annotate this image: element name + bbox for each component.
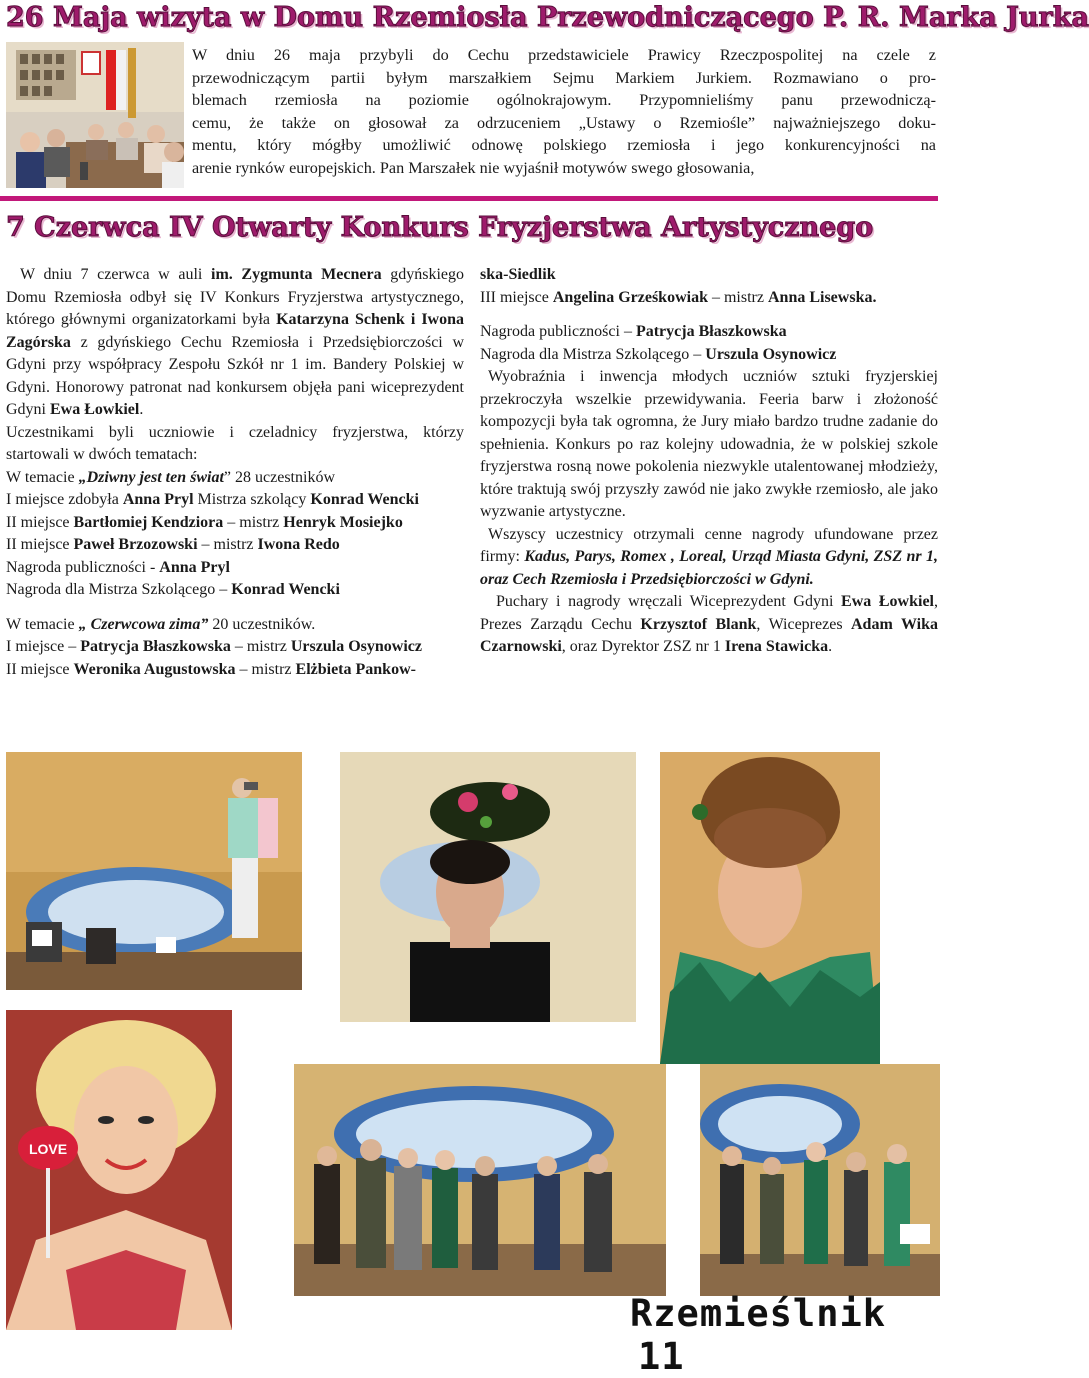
section1-line: W dniu 26 maja przybyli do Cechu przedstawiciele Prawicy Rzeczpospolitej na czele z	[192, 46, 936, 64]
flower-hairstyle-photo	[340, 752, 636, 1022]
intro-paragraph: W dniu 7 czerwca w auli im. Zygmunta Mecnera gdyńskiego Domu Rzemiosła odbył się IV Konkurs Fryzjerstwa artystycznego, którego głównymi organizatorkami była Katarzyna Schenk i Iwona Zagórska z gdyńskiego Cechu Rzemiosła i Przedsiębiorczości w Gdyni przy współpracy Zespołu Szkół nr 1 im. Bandery Polskiej w Gdyni. Honorowy patronat nad konkursem objęła pani wiceprezydent Gdyni Ewa Łowkiel.	[6, 266, 464, 418]
result-line: Nagroda dla Mistrza Szkolącego – Urszula Osynowicz	[480, 345, 837, 363]
magazine-name: Rzemieślnik	[630, 1292, 887, 1335]
section1-line: mentu, który mógłby umożliwić odnowę polskiego rzemiosła i jego konkurencyjności na	[192, 136, 936, 154]
result-line: Nagroda dla Mistrza Szkolącego – Konrad Wencki	[6, 581, 340, 598]
green-hairstyle-photo	[660, 752, 880, 1064]
page-number: 11	[638, 1335, 685, 1378]
section1-line: przewodniczącym partii byłym marszałkiem Sejmu Markiem Jurkiem. Rozmawiano o pro-	[192, 68, 936, 87]
section1-line: cemu, że także on głosował za odrzuceniem „Ustawy o Rzemiośle” najważniejszego doku-	[192, 113, 936, 132]
imagination-paragraph: Wyobraźnia i inwencja młodych uczniów sztuki fryzjerskiej przekroczyła wszelkie przewidywania. Feeria barw i złożoność kompozycji była tak ogromna, że Jury miało bardzo trudne zadanie do spełnienia. Konkurs po raz kolejny udowadnia, że w polskiej szkole fryzjerstwa rosną nowe pokolenia niezwykle utalentowanej młodzieży, które traktują swój przyszły zawód nie jako zwykłe rzemiosło, ale jako wyzwanie artystyczne.	[480, 368, 938, 520]
result-line: Nagroda publiczności – Patrycja Błaszkowska	[480, 323, 787, 340]
section2-headline: 7 Czerwca IV Otwarty Konkurs Fryzjerstwa Artystycznego	[6, 212, 874, 243]
section1-text	[192, 44, 936, 179]
theme1-line: W temacie „Dziwny jest ten świat” 28 uczestników	[6, 468, 335, 486]
section-divider	[0, 196, 938, 201]
result-line: II miejsce Bartłomiej Kendziora – mistrz Henryk Mosiejko	[6, 513, 403, 531]
right-column	[480, 264, 938, 659]
group-awards-photo	[700, 1064, 940, 1296]
result-line: Nagroda publiczności - Anna Pryl	[6, 558, 230, 576]
section1-line: blemach rzemiosła na poziomie ogólnokrajowym. Przypomnieliśmy panu przewodniczą-	[192, 91, 936, 109]
result-line: II miejsce Weronika Augustowska – mistrz Elżbieta Pankow-	[6, 660, 416, 678]
result-line: I miejsce zdobyła Anna Pryl Mistrza szkolący Konrad Wencki	[6, 491, 419, 508]
award-ceremony-photo	[294, 1064, 666, 1296]
result-line: ska-Siedlik	[480, 266, 556, 283]
section1-headline: 26 Maja wizyta w Domu Rzemiosła Przewodniczącego P. R. Marka Jurka	[6, 2, 1089, 33]
left-column	[6, 264, 464, 681]
theme2-line: W temacie „ Czerwcowa zima” 20 uczestników.	[6, 615, 316, 633]
participants-paragraph: Uczestnikami byli uczniowie i czeladnicy fryzjerstwa, którzy startowali w dwóch tematach:	[6, 423, 464, 463]
love-lollipop-photo	[6, 1010, 232, 1330]
awards-paragraph: Puchary i nagrody wręczali Wiceprezydent Gdyni Ewa Łowkiel, Prezes Zarządu Cechu Krzysztof Blank, Wiceprezes Adam Wika Czarnowski, oraz Dyrektor ZSZ nr 1 Irena Stawicka.	[480, 593, 938, 655]
sponsors-paragraph: Wszyscy uczestnicy otrzymali cenne nagrody ufundowane przez firmy: Kadus, Parys, Romex , Loreal, Urząd Miasta Gdyni, ZSZ nr 1, oraz Cech Rzemiosła i Przedsiębiorczości w Gdyni.	[480, 525, 938, 588]
section1-line: arenie rynków europejskich. Pan Marszałek nie wyjaśnił motywów swego głosowania,	[192, 158, 755, 177]
result-line: III miejsce Angelina Grześkowiak – mistrz Anna Lisewska.	[480, 288, 877, 306]
love-lollipop-text: LOVE	[28, 1141, 68, 1157]
meeting-photo	[6, 42, 184, 188]
stage-model-photo	[6, 752, 302, 990]
result-line: II miejsce Paweł Brzozowski – mistrz Iwona Redo	[6, 536, 340, 553]
page-footer	[630, 1292, 960, 1378]
result-line: I miejsce – Patrycja Błaszkowska – mistrz Urszula Osynowicz	[6, 638, 422, 655]
